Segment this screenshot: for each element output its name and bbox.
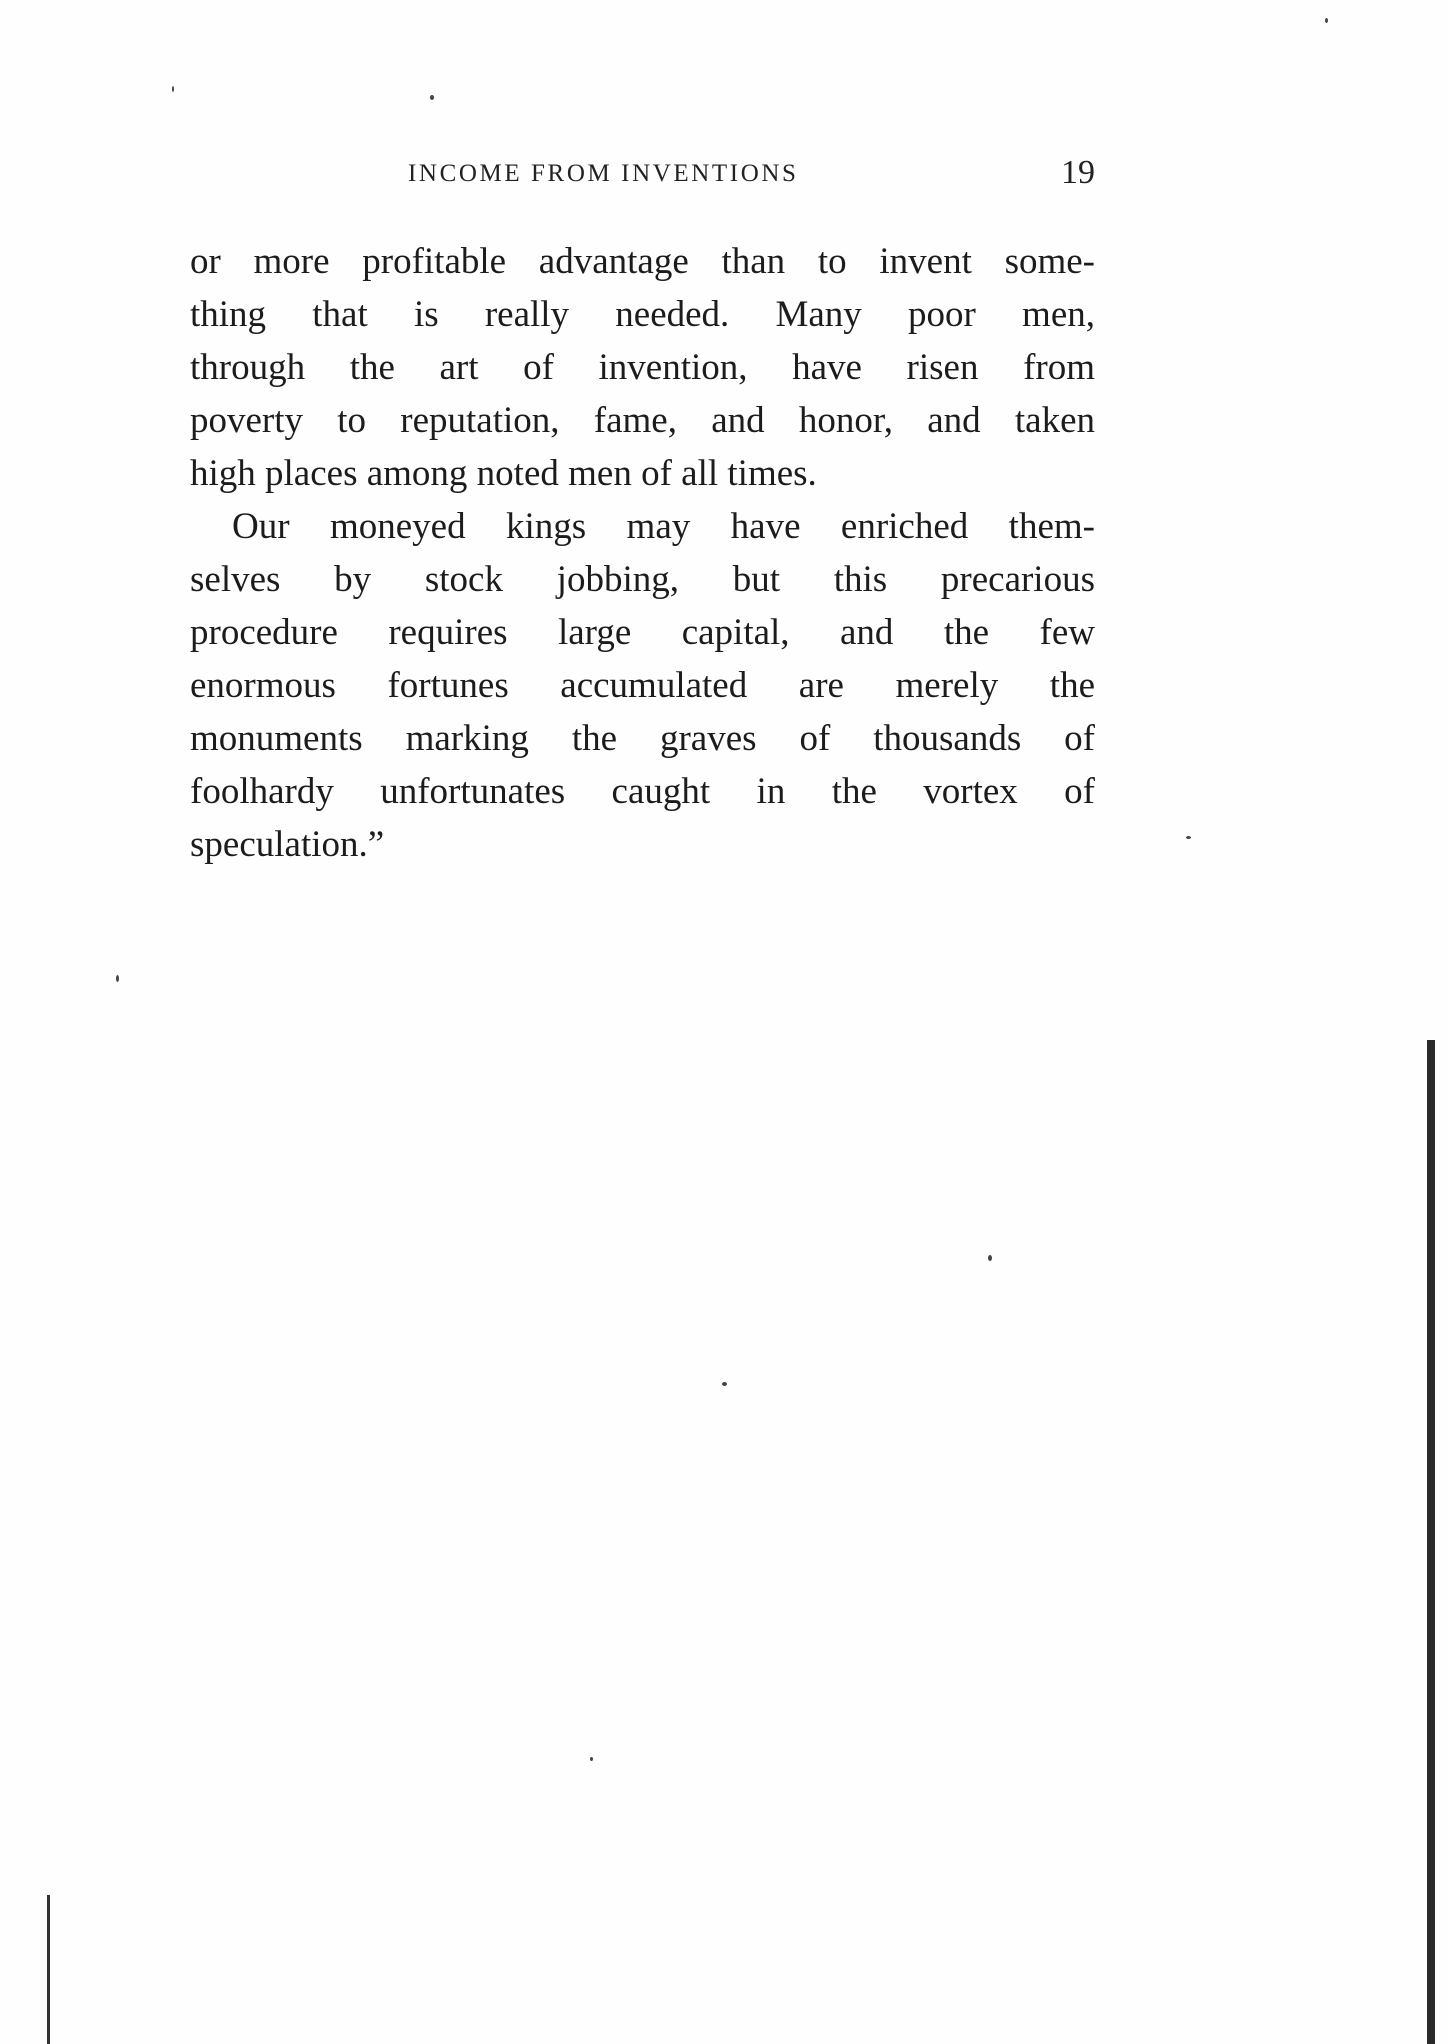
text-line: speculation.” bbox=[190, 824, 385, 865]
text-line: thing that is really needed. Many poor men, bbox=[190, 294, 1095, 335]
running-title: INCOME FROM INVENTIONS bbox=[408, 160, 799, 187]
scan-speck bbox=[1325, 18, 1328, 23]
scan-left-edge-mark bbox=[47, 1895, 50, 2044]
text-line: foolhardy unfortunates caught in the vortex of bbox=[190, 771, 1095, 812]
scan-speck bbox=[172, 86, 174, 92]
scan-speck bbox=[1186, 836, 1191, 839]
text-line: Our moneyed kings may have enriched them- bbox=[232, 506, 1095, 547]
running-head bbox=[190, 154, 1095, 198]
scan-speck bbox=[116, 975, 119, 982]
page-number: 19 bbox=[1061, 154, 1095, 191]
text-line: through the art of invention, have risen from bbox=[190, 347, 1095, 388]
text-line: poverty to reputation, fame, and honor, and taken bbox=[190, 400, 1095, 441]
scan-speck bbox=[430, 95, 434, 100]
text-line: or more profitable advantage than to invent some- bbox=[190, 241, 1095, 282]
scan-speck bbox=[722, 1382, 727, 1386]
scan-speck bbox=[590, 1757, 593, 1761]
paragraph-2 bbox=[190, 500, 1095, 871]
paragraph-1 bbox=[190, 235, 1095, 500]
text-line: enormous fortunes accumulated are merely the bbox=[190, 665, 1095, 706]
text-line: monuments marking the graves of thousands of bbox=[190, 718, 1095, 759]
scan-right-edge-shadow bbox=[1427, 1040, 1435, 2044]
body-text bbox=[190, 235, 1095, 871]
text-line: selves by stock jobbing, but this precarious bbox=[190, 559, 1095, 600]
text-line: procedure requires large capital, and the few bbox=[190, 612, 1095, 653]
text-line: high places among noted men of all times. bbox=[190, 453, 817, 494]
scan-speck bbox=[988, 1255, 992, 1261]
